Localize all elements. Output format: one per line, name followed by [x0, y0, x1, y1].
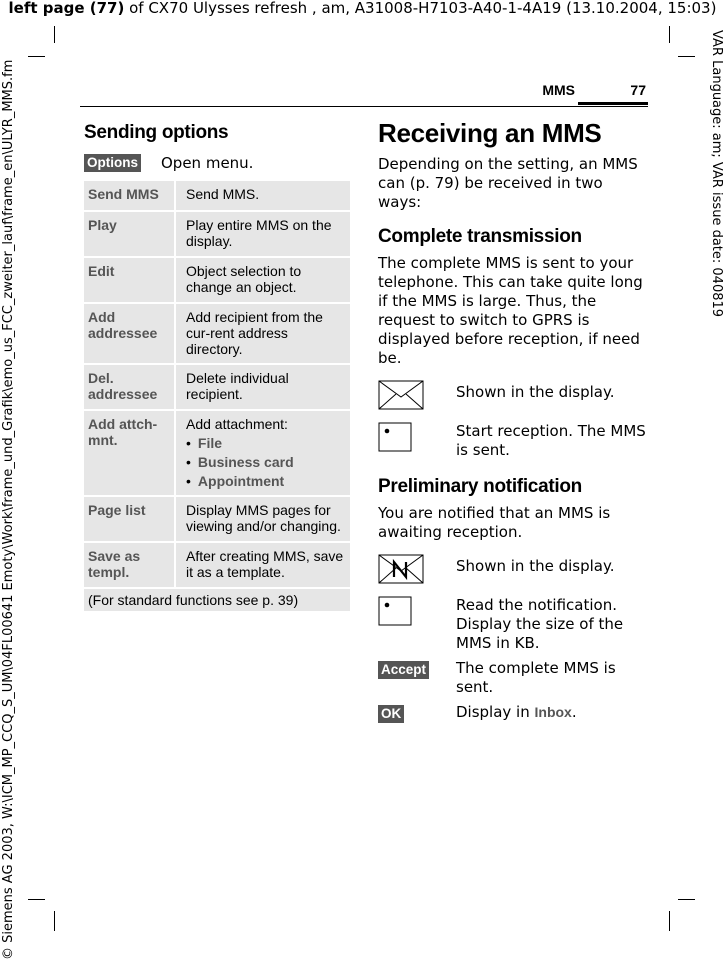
prelim-body: You are notified that an MMS is awaiting reception. [378, 504, 611, 541]
option-key: Edit [84, 258, 174, 302]
crop-mark [669, 26, 670, 43]
copyright-path: © Siemens AG 2003, W:\ICM_MP_CCQ_S_UM\04FL00641 Emoty\Work\frame_und_Grafik\emo_us_FCC_zweiter_lauf\frame_en\ULYR_MMS.fm [1, 59, 16, 960]
list-item: • Business card [186, 454, 344, 470]
table-row [84, 258, 350, 302]
page-header [0, 0, 725, 17]
prelim-title: Preliminary notification [378, 476, 582, 497]
option-desc: Delete individual recipient. [174, 365, 350, 409]
section-name: MMS [542, 82, 575, 98]
prelim-row-1 [378, 554, 648, 588]
table-row [84, 181, 350, 210]
header-rest: of CX70 Ulysses refresh , am, A31008-H7103-A40-1-4A19 (13.10.2004, 15:03) [124, 0, 717, 17]
complete-body: The complete MMS is sent to your telephone. This can take quite long if the MMS is large. Thus, the request to switch to GPRS is displayed before reception, if need be. [378, 254, 643, 367]
list-item: • File [186, 435, 344, 451]
sending-options-section [84, 122, 350, 613]
crop-mark [54, 26, 55, 43]
option-desc: Add recipient from the cur-rent address directory. [174, 304, 350, 363]
options-row [84, 154, 350, 172]
complete-row-1-text: Shown in the display. [456, 383, 615, 401]
option-desc: After creating MMS, save it as a template. [174, 543, 350, 587]
page-title: Receiving an MMS [378, 118, 602, 148]
var-info: VAR Language: am; VAR issue date: 040819 [709, 30, 724, 318]
table-row [84, 411, 350, 495]
header-bold: left page (77) [8, 0, 125, 17]
table-row [84, 365, 350, 409]
crop-mark [28, 56, 45, 57]
intro-text: Depending on the setting, an MMS can (p. 79) be received in two ways: [378, 155, 638, 211]
complete-row-2-text: Start reception. The MMS is sent. [456, 422, 646, 459]
options-text: Open menu. [161, 154, 254, 172]
table-row [84, 543, 350, 587]
prelim-row-1-text: Shown in the display. [456, 557, 615, 575]
table-footer: (For standard functions see p. 39) [84, 589, 350, 611]
select-key-icon [378, 596, 456, 630]
prelim-row-4-text [456, 703, 577, 722]
option-desc: Display MMS pages for viewing and/or changing. [174, 497, 350, 541]
section-title: Sending options [84, 122, 229, 143]
options-table [84, 179, 350, 613]
notification-envelope-icon [378, 554, 456, 588]
prelim-row-4 [378, 703, 648, 723]
select-key-icon [378, 422, 456, 456]
option-key: Page list [84, 497, 174, 541]
accept-softkey: Accept [378, 661, 429, 679]
page-tab-bar [578, 102, 648, 105]
crop-mark [678, 899, 695, 900]
option-key: Del. addressee [84, 365, 174, 409]
option-key: Play [84, 212, 174, 256]
envelope-icon [378, 380, 456, 414]
option-desc: Play entire MMS on the display. [174, 212, 350, 256]
table-row [84, 589, 350, 611]
receiving-section [378, 118, 648, 723]
option-key: Add addressee [84, 304, 174, 363]
table-row [84, 212, 350, 256]
options-softkey: Options [84, 154, 141, 172]
prelim-row-2-text: Read the notification. Display the size of the MMS in KB. [456, 596, 624, 652]
ok-softkey: OK [378, 705, 404, 723]
prelim-row-3 [378, 659, 648, 697]
list-item: • Appointment [186, 473, 344, 489]
option-key: Add attch-mnt. [84, 411, 174, 495]
option-desc: Object selection to change an object. [174, 258, 350, 302]
crop-mark [669, 911, 670, 931]
option-desc [174, 411, 350, 495]
inbox-label: Inbox [534, 704, 572, 720]
attachment-list [186, 435, 344, 489]
attachment-label: Add attachment: [186, 416, 288, 432]
running-head [80, 76, 648, 107]
complete-title: Complete transmission [378, 226, 582, 247]
table-row [84, 497, 350, 541]
prelim-row-3-text: The complete MMS is sent. [456, 659, 616, 696]
option-desc: Send MMS. [174, 181, 350, 210]
crop-mark [28, 899, 45, 900]
crop-mark [678, 56, 695, 57]
page-number: 77 [630, 82, 646, 98]
complete-row-1 [378, 380, 648, 414]
crop-mark [54, 911, 55, 931]
inbox-prefix: Display in [456, 703, 535, 721]
option-key: Save as templ. [84, 543, 174, 587]
prelim-row-2 [378, 596, 648, 653]
inbox-suffix: . [571, 703, 577, 721]
table-row [84, 304, 350, 363]
complete-row-2 [378, 422, 648, 460]
option-key: Send MMS [84, 181, 174, 210]
